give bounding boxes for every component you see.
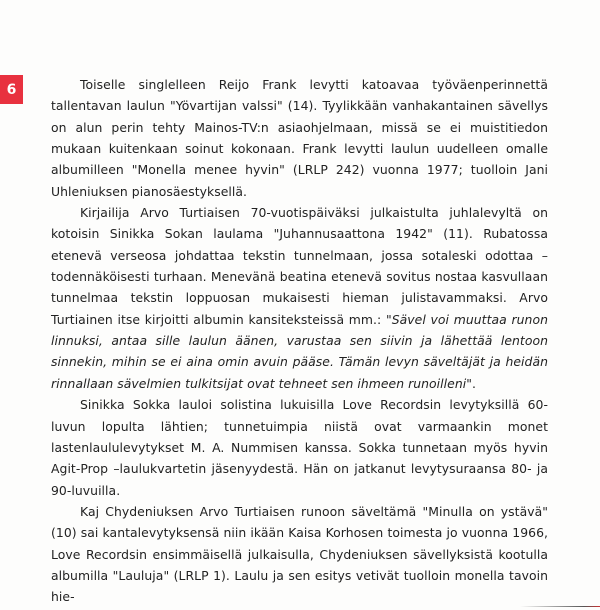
paragraph-2-text: Kirjailija Arvo Turtiaisen 70-vuotispäiväksi julkaistulta juhlalevyltä on kotoisin Sinikka Sokan laulama "Juhannusaattona 1942" (11). Rubatossa etenevä verseosa johdattaa tekstin tunnelmaan, jossa sotaleski odottaa – todennäköisesti turhaan. Menevänä beatina etenevä sovitus nostaa kasvullaan tunnelmaa tekstin loppuosan mukaisesti hieman julistavammaksi. Arvo Turtiainen itse kirjoitti albumin kansiteksteissä mm.: [51,205,548,327]
paragraph-1 [51,74,548,202]
paragraph-3 [51,394,548,501]
page-edge-divider [520,606,600,607]
paragraph-3-text: Sinikka Sokka lauloi solistina lukuisilla Love Recordsin levytyksillä 60-luvun lopulta lähtien; tunnetuimpia niistä ovat varmaankin monet lastenlaululevytykset M. A. Nummisen kanssa. Sokka tunnetaan myös hyvin Agit-Prop –laulukvartetin jäsenyydestä. Hän on jatkanut levytysuraansa 80- ja 90-luvuilla. [51,397,548,498]
paragraph-1-text: Toiselle singlelleen Reijo Frank levytti katoavaa työväenperinnettä tallentavan laulun "Yövartijan valssi" (14). Tyylikkään vanhakantainen sävellys on alun perin tehty Mainos-TV:n asiaohjelmaan, missä se ei muistitiedon mukaan kuitenkaan soinut kokonaan. Frank levytti laulun uudelleen omalle albumilleen "Monella menee hyvin" (LRLP 242) vuonna 1977; tuolloin Jani Uhleniuksen pianosäestyksellä. [51,77,548,199]
paragraph-2 [51,202,548,394]
body-text [51,74,548,608]
paragraph-2-quote: "Sävel voi muuttaa runon linnuksi, antaa sille laulun äänen, varustaa sen siivin ja lähettää lentoon sinnekin, mihin se ei aina omin avuin pääse. Tämän levyn säveltäjät ja heidän rinnallaan sävelmien tulkitsijat ovat tehneet sen ihmeen runoilleni" [51,311,548,391]
page-number-badge [0,75,23,104]
paragraph-2-end: . [471,375,476,391]
paragraph-4 [51,501,548,608]
page-number: 6 [6,81,17,98]
paragraph-4-text: Kaj Chydeniuksen Arvo Turtiaisen runoon säveltämä "Minulla on ystävä" (10) sai kantalevytyksensä niin ikään Kaisa Korhosen toimesta jo vuonna 1966, Love Recordsin ensimmäisellä julkaisulla, Chydeniuksen sävellyksistä kootulla albumilla "Lauluja" (LRLP 1). Laulu ja sen esitys vetivät tuolloin monella tavoin hie- [51,503,548,605]
